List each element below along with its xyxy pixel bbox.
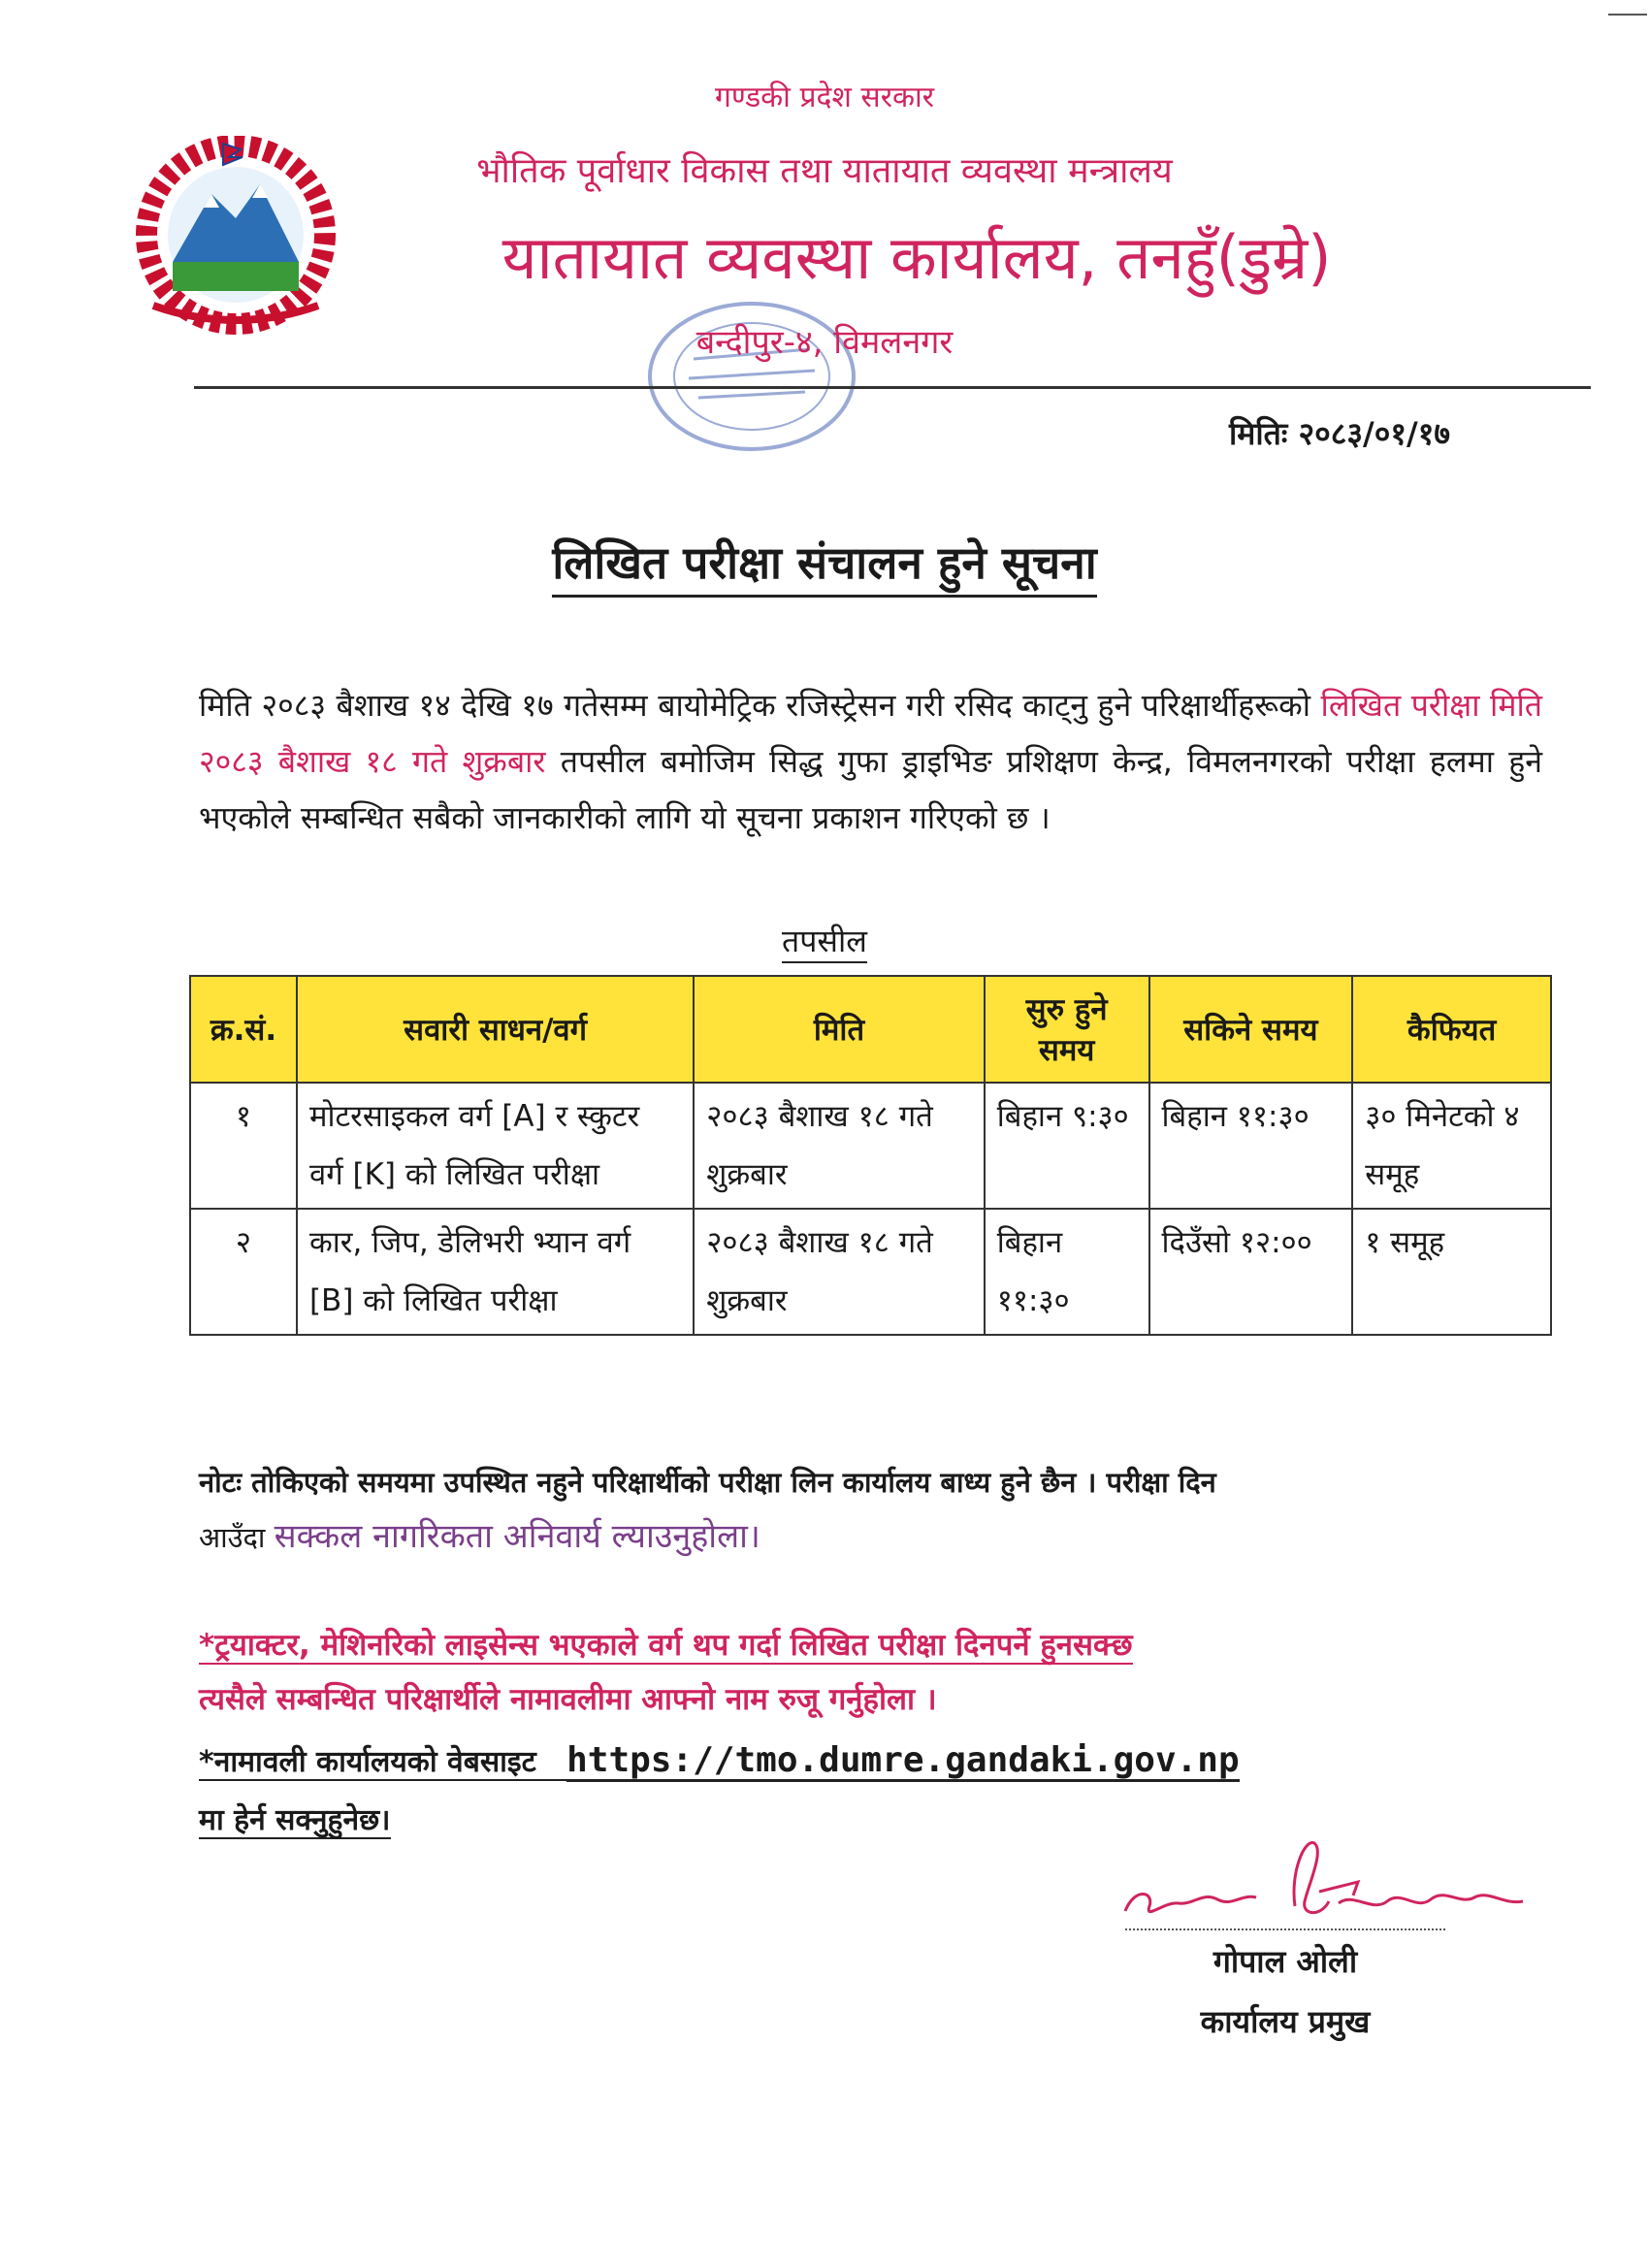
cell-end-time: दिउँसो १२:०० [1149, 1209, 1353, 1335]
website-note-suffix: मा हेर्न सक्नुहुनेछ। [199, 1803, 391, 1837]
schedule-label-text: तपसील [782, 923, 867, 963]
office-address: बन्दीपुर-४, विमलनगर [695, 323, 954, 362]
note-line2-emphasis: सक्कल नागरिकता अनिवार्य ल्याउनुहोला। [274, 1517, 760, 1556]
tractor-note-line2: त्यसैले सम्बन्धित परिक्षार्थीले नामावलीमा आफ्नो नाम रुजू गर्नुहोला । [199, 1682, 937, 1717]
cell-start-time: बिहान ११:३० [985, 1209, 1149, 1335]
notice-date: मितिः २०८३/०१/१७ [1228, 415, 1450, 452]
page-edge-mark [1608, 14, 1647, 16]
attendance-note [199, 1455, 1552, 1565]
cell-end-time: बिहान ११:३० [1149, 1083, 1353, 1209]
tractor-note-line1-text: *ट्रयाक्टर, मेशिनरिको लाइसेन्स भएकाले वर्ग थप गर्दा लिखित परीक्षा दिनपर्ने हुनसक्छ [199, 1628, 1133, 1663]
cell-date: २०८३ बैशाख १८ गते शुक्रबार [694, 1083, 984, 1209]
notice-paragraph [199, 677, 1542, 846]
header-sn: क्र.सं. [190, 976, 297, 1083]
cell-start-time: बिहान ९:३० [985, 1083, 1149, 1209]
notice-title-text: लिखित परीक्षा संचालन हुने सूचना [552, 536, 1096, 598]
note-line2 [199, 1509, 1552, 1565]
header-end-time: सकिने समय [1149, 976, 1353, 1083]
cell-sn: १ [190, 1083, 297, 1209]
signatory-name: गोपाल ओली [1212, 1943, 1358, 1980]
schedule-table [189, 975, 1552, 1336]
note-line2-prefix: आउँदा [199, 1521, 275, 1554]
paragraph-highlight: लिखित परीक्षा मिति २०८३ बैशाख १८ गते शुक्रबार [199, 687, 1542, 780]
schedule-label [0, 920, 1649, 961]
signature-line [1125, 1928, 1445, 1930]
note-line1: नोटः तोकिएको समयमा उपस्थित नहुने परिक्षार्थीको परीक्षा लिन कार्यालय बाध्य हुने छैन । परीक्षा दिन [199, 1466, 1216, 1499]
paragraph-part1: मिति २०८३ बैशाख १४ देखि १७ गतेसम्म बायोमेट्रिक रजिस्ट्रेसन गरी रसिद काट्नु हुने परिक्षार्थीहरूको [199, 687, 1321, 724]
header-date: मिति [694, 976, 984, 1083]
website-note [199, 1732, 1552, 1850]
table-header-row [190, 976, 1551, 1083]
cell-vehicle: कार, जिप, डेलिभरी भ्यान वर्ग [B] को लिखित परीक्षा [297, 1209, 694, 1335]
website-note-prefix: *नामावली कार्यालयको वेबसाइट [199, 1745, 536, 1779]
cell-remarks: १ समूह [1352, 1209, 1551, 1335]
tractor-note-line1 [199, 1618, 1552, 1672]
signatory-title: कार्यालय प्रमुख [1200, 2003, 1371, 2040]
notice-title [0, 532, 1649, 592]
cell-remarks: ३० मिनेटको ४ समूह [1352, 1083, 1551, 1209]
website-url-link[interactable]: https://tmo.dumre.gandaki.gov.np [566, 1740, 1240, 1780]
cell-sn: २ [190, 1209, 297, 1335]
cell-vehicle: मोटरसाइकल वर्ग [A] र स्कुटर वर्ग [K] को लिखित परीक्षा [297, 1083, 694, 1209]
tractor-note [199, 1618, 1552, 1727]
table-row [190, 1083, 1551, 1209]
cell-date: २०८३ बैशाख १८ गते शुक्रबार [694, 1209, 984, 1335]
ministry-heading: भौतिक पूर्वाधार विकास तथा यातायात व्यवस्था मन्त्रालय [476, 151, 1173, 191]
header-vehicle: सवारी साधन/वर्ग [297, 976, 694, 1083]
header-divider [194, 386, 1591, 389]
table-row [190, 1209, 1551, 1335]
header-remarks: कैफियत [1352, 976, 1551, 1083]
handwritten-signature-icon [1096, 1833, 1581, 1950]
office-stamp-icon [635, 291, 868, 461]
header-start-time: सुरु हुने समय [985, 976, 1149, 1083]
paragraph-part2: तपसील बमोजिम सिद्ध गुफा ड्राइभिङ प्रशिक्षण केन्द्र, विमलनगरको परीक्षा हलमा हुने भएकोले सम्बन्धित सबैको जानकारीको लागि यो सूचना प्रकाशन गरिएको छ । [199, 743, 1542, 836]
website-note-line1 [199, 1732, 1552, 1792]
province-heading: गण्डकी प्रदेश सरकार [714, 81, 935, 114]
office-heading: यातायात व्यवस्था कार्यालय, तनहुँ(डुम्रे) [501, 222, 1332, 293]
